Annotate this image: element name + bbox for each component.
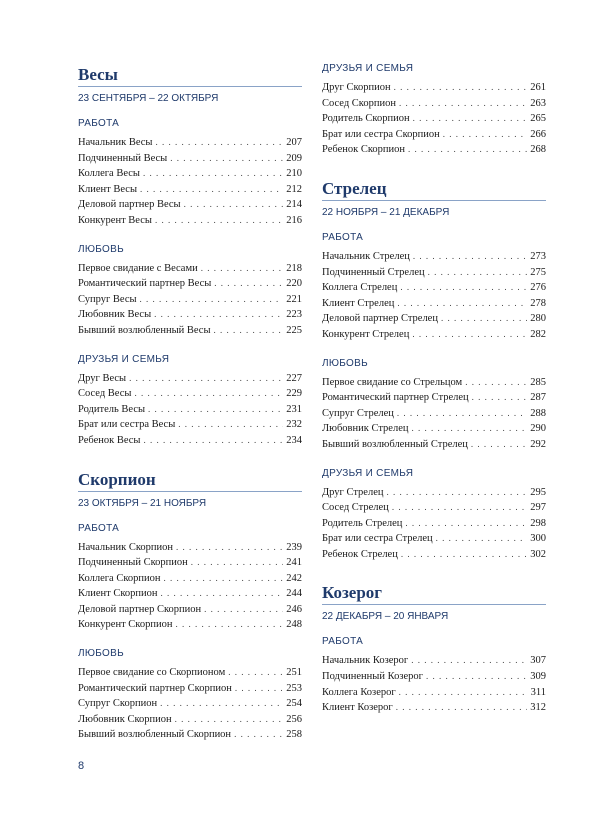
entry-page: 239 (286, 541, 302, 553)
entry-page: 311 (530, 686, 546, 698)
zodiac-sign-block (78, 62, 302, 449)
section-title: ДРУЗЬЯ И СЕМЬЯ (78, 353, 170, 365)
entry-title: Начальник Скорпион (78, 541, 174, 553)
leader-dots (161, 586, 284, 602)
toc-entry[interactable] (78, 571, 302, 587)
leader-dots (436, 531, 528, 547)
entry-title: Любовник Стрелец (322, 423, 409, 435)
leader-dots (399, 96, 527, 112)
entry-page: 312 (530, 702, 546, 714)
entry-page: 234 (286, 434, 302, 446)
sign-divider (78, 86, 302, 87)
toc-entry[interactable] (322, 437, 546, 453)
toc-entry[interactable] (78, 540, 302, 556)
entry-title: Клиент Стрелец (322, 297, 395, 309)
entry-page: 266 (530, 128, 546, 140)
entry-title: Бывший возлюбленный Весы (78, 324, 211, 336)
page-number: 8 (78, 760, 85, 772)
leader-dots (228, 665, 283, 681)
toc-section (78, 243, 302, 339)
toc-left-column (78, 62, 302, 761)
toc-entry[interactable] (322, 653, 546, 669)
entry-page: 273 (530, 250, 546, 262)
section-title: РАБОТА (322, 636, 364, 648)
section-title: РАБОТА (78, 118, 120, 129)
leader-dots (396, 700, 528, 716)
toc-entry[interactable] (78, 182, 302, 198)
toc-entry[interactable] (322, 406, 546, 422)
leader-dots (412, 327, 527, 343)
entry-title: Любовник Скорпион (78, 713, 172, 725)
entry-title: Родитель Весы (78, 403, 146, 415)
toc-entry[interactable] (78, 696, 302, 712)
section-title: РАБОТА (78, 522, 120, 534)
entry-page: 216 (286, 214, 302, 226)
leader-dots (140, 292, 284, 308)
entry-title: Бывший возлюбленный Скорпион (78, 729, 232, 741)
zodiac-sign-block (322, 580, 546, 715)
entry-title: Коллега Стрелец (322, 282, 398, 294)
toc-entry[interactable] (322, 327, 546, 343)
leader-dots (399, 685, 528, 701)
entry-title: Романтический партнер Весы (78, 278, 212, 290)
entry-title: Родитель Стрелец (322, 517, 403, 529)
leader-dots (143, 433, 283, 449)
entry-page: 297 (530, 502, 546, 514)
entry-page: 268 (530, 144, 546, 156)
leader-dots (156, 135, 284, 151)
toc-entry[interactable] (322, 485, 546, 501)
toc-entry[interactable] (78, 417, 302, 433)
toc-section (322, 467, 546, 563)
entry-title: Начальник Весы (78, 137, 153, 148)
section-title: ДРУЗЬЯ И СЕМЬЯ (322, 63, 414, 74)
sign-title: Стрелец (322, 178, 387, 198)
leader-dots (392, 500, 527, 516)
toc-section (78, 117, 302, 229)
entry-title: Сосед Скорпион (322, 97, 396, 109)
leader-dots (154, 307, 283, 323)
entry-page: 253 (286, 682, 302, 694)
toc-entry[interactable] (78, 276, 302, 292)
section-title: ЛЮБОВЬ (78, 243, 124, 255)
toc-entry[interactable] (78, 602, 302, 618)
leader-dots (155, 213, 283, 229)
toc-entry[interactable] (322, 127, 546, 143)
entry-title: Конкурент Скорпион (78, 619, 173, 631)
leader-dots (148, 402, 283, 418)
toc-section (322, 231, 546, 343)
toc-entry[interactable] (78, 727, 302, 743)
entry-page: 209 (286, 152, 302, 164)
toc-entry[interactable] (322, 265, 546, 281)
sign-dates: 23 ОКТЯБРЯ – 21 НОЯБРЯ (78, 497, 207, 509)
leader-dots (178, 417, 283, 433)
zodiac-sign-block (78, 467, 302, 744)
entry-page: 278 (530, 297, 546, 309)
toc-entry[interactable] (78, 135, 302, 151)
toc-entry[interactable] (322, 547, 546, 563)
sign-dates: 23 СЕНТЯБРЯ – 22 ОКТЯБРЯ (78, 93, 219, 104)
leader-dots (164, 571, 284, 587)
leader-dots (471, 437, 527, 453)
entry-page: 218 (286, 262, 302, 274)
toc-entry[interactable] (78, 586, 302, 602)
entry-title: Первое свидание со Стрельцом (322, 376, 463, 388)
leader-dots (214, 323, 284, 339)
entry-page: 244 (286, 588, 302, 600)
entry-page: 210 (286, 168, 302, 180)
entry-page: 290 (530, 423, 546, 435)
entry-title: Подчиненный Стрелец (322, 266, 425, 278)
toc-entry[interactable] (322, 249, 546, 265)
toc-section (78, 647, 302, 743)
entry-page: 280 (530, 313, 546, 325)
section-title: ЛЮБОВЬ (78, 648, 124, 660)
toc-entry[interactable] (322, 669, 546, 685)
toc-entry[interactable] (78, 292, 302, 308)
toc-entry[interactable] (322, 531, 546, 547)
leader-dots (191, 555, 283, 571)
leader-dots (129, 371, 283, 387)
entry-page: 225 (286, 324, 302, 336)
toc-entry[interactable] (322, 375, 546, 391)
leader-dots (176, 540, 283, 556)
toc-entry[interactable] (78, 386, 302, 402)
leader-dots (401, 547, 527, 563)
toc-entry[interactable] (78, 433, 302, 449)
leader-dots (443, 127, 527, 143)
toc-entry[interactable] (322, 421, 546, 437)
leader-dots (134, 386, 283, 402)
entry-page: 231 (286, 403, 302, 415)
leader-dots (140, 182, 283, 198)
section-title: ЛЮБОВЬ (322, 357, 368, 369)
sign-divider (78, 491, 302, 492)
leader-dots (441, 311, 527, 327)
entry-title: Клиент Козерог (322, 702, 393, 714)
leader-dots (175, 712, 284, 728)
toc-section (322, 357, 546, 453)
leader-dots (413, 111, 528, 127)
entry-title: Брат или сестра Весы (78, 419, 176, 431)
entry-page: 232 (286, 419, 302, 431)
entry-title: Любовник Весы (78, 309, 152, 321)
entry-page: 242 (286, 572, 302, 584)
toc-entry[interactable] (78, 151, 302, 167)
entry-page: 307 (530, 655, 546, 667)
entry-page: 221 (286, 293, 302, 305)
toc-section (322, 62, 546, 158)
toc-entry[interactable] (78, 197, 302, 213)
entry-page: 212 (286, 183, 302, 195)
entry-title: Подчиненный Козерог (322, 671, 423, 683)
toc-entry[interactable] (322, 500, 546, 516)
section-title: ДРУЗЬЯ И СЕМЬЯ (322, 467, 414, 479)
toc-entry[interactable] (322, 96, 546, 112)
entry-title: Друг Скорпион (322, 82, 391, 93)
entry-page: 292 (530, 438, 546, 450)
entry-title: Супруг Весы (78, 293, 137, 305)
leader-dots (143, 166, 283, 182)
leader-dots (184, 197, 284, 213)
entry-page: 248 (286, 619, 302, 631)
toc-section (78, 522, 302, 634)
toc-entry[interactable] (78, 371, 302, 387)
entry-page: 246 (286, 603, 302, 615)
entry-title: Сосед Весы (78, 388, 132, 400)
entry-title: Брат или сестра Стрелец (322, 533, 433, 545)
toc-entry[interactable] (78, 555, 302, 571)
leader-dots (386, 485, 527, 501)
entry-page: 302 (530, 548, 546, 560)
toc-entry[interactable] (322, 142, 546, 158)
section-title: РАБОТА (322, 231, 364, 243)
entry-title: Ребенок Весы (78, 434, 141, 446)
entry-page: 288 (530, 407, 546, 419)
sign-divider (322, 604, 546, 605)
entry-page: 309 (530, 671, 546, 683)
entry-page: 227 (286, 372, 302, 384)
toc-entry[interactable] (78, 712, 302, 728)
entry-title: Коллега Скорпион (78, 572, 161, 584)
entry-page: 207 (286, 137, 302, 148)
leader-dots (235, 681, 283, 697)
entry-page: 220 (286, 278, 302, 290)
entry-title: Конкурент Стрелец (322, 328, 410, 340)
leader-dots (394, 80, 528, 96)
leader-dots (405, 516, 527, 532)
entry-page: 251 (286, 667, 302, 679)
sign-title: Весы (78, 65, 118, 84)
entry-page: 261 (530, 82, 546, 93)
entry-title: Супруг Стрелец (322, 407, 394, 419)
entry-page: 295 (530, 486, 546, 498)
toc-entry[interactable] (322, 80, 546, 96)
toc-section (78, 353, 302, 449)
toc-entry[interactable] (322, 390, 546, 406)
entry-title: Конкурент Весы (78, 214, 152, 226)
leader-dots (234, 727, 283, 743)
entry-title: Друг Весы (78, 372, 127, 384)
leader-dots (413, 249, 527, 265)
entry-page: 282 (530, 328, 546, 340)
toc-entry[interactable] (322, 280, 546, 296)
entry-title: Подчиненный Скорпион (78, 557, 188, 569)
toc-entry[interactable] (322, 700, 546, 716)
entry-title: Клиент Скорпион (78, 588, 158, 600)
leader-dots (204, 602, 283, 618)
entry-title: Ребенок Стрелец (322, 548, 398, 560)
sign-title: Козерог (322, 583, 383, 603)
entry-page: 287 (530, 392, 546, 404)
toc-entry[interactable] (78, 681, 302, 697)
entry-title: Деловой партнер Стрелец (322, 313, 438, 325)
entry-title: Брат или сестра Скорпион (322, 128, 440, 140)
entry-page: 229 (286, 388, 302, 400)
entry-page: 214 (286, 199, 302, 211)
zodiac-sign-block (322, 176, 546, 563)
entry-page: 254 (286, 698, 302, 710)
entry-title: Начальник Стрелец (322, 250, 410, 262)
leader-dots (201, 261, 284, 277)
toc-entry[interactable] (78, 323, 302, 339)
toc-entry[interactable] (322, 516, 546, 532)
leader-dots (426, 669, 527, 685)
toc-entry[interactable] (322, 296, 546, 312)
entry-page: 241 (286, 557, 302, 569)
toc-entry[interactable] (78, 213, 302, 229)
entry-page: 298 (530, 517, 546, 529)
leader-dots (175, 617, 283, 633)
entry-title: Романтический партнер Стрелец (322, 392, 469, 404)
toc-entry[interactable] (78, 166, 302, 182)
zodiac-sign-block (322, 62, 546, 158)
toc-entry[interactable] (78, 402, 302, 418)
entry-title: Начальник Козерог (322, 655, 409, 667)
entry-title: Сосед Стрелец (322, 502, 389, 514)
leader-dots (428, 265, 528, 281)
entry-page: 256 (286, 713, 302, 725)
toc-section (322, 635, 546, 715)
entry-title: Первое свидание со Скорпионом (78, 667, 226, 679)
leader-dots (170, 151, 283, 167)
leader-dots (411, 653, 527, 669)
sign-dates: 22 ДЕКАБРЯ – 20 ЯНВАРЯ (322, 611, 449, 623)
entry-page: 258 (286, 729, 302, 741)
entry-title: Коллега Весы (78, 168, 140, 180)
entry-page: 223 (286, 309, 302, 321)
entry-title: Деловой партнер Скорпион (78, 603, 202, 615)
toc-entry[interactable] (322, 111, 546, 127)
entry-title: Клиент Весы (78, 183, 137, 195)
toc-entry[interactable] (78, 665, 302, 681)
leader-dots (412, 421, 528, 437)
sign-divider (322, 200, 546, 201)
entry-title: Первое свидание с Весами (78, 262, 198, 274)
toc-entry[interactable] (322, 311, 546, 327)
entry-title: Супруг Скорпион (78, 698, 158, 710)
entry-title: Подчиненный Весы (78, 152, 168, 164)
entry-page: 285 (530, 376, 546, 388)
entry-title: Родитель Скорпион (322, 113, 410, 125)
entry-page: 263 (530, 97, 546, 109)
leader-dots (408, 142, 527, 158)
entry-page: 275 (530, 266, 546, 278)
entry-title: Друг Стрелец (322, 486, 384, 498)
leader-dots (465, 375, 527, 391)
leader-dots (214, 276, 283, 292)
toc-right-column (322, 62, 546, 734)
sign-title: Скорпион (78, 469, 156, 489)
entry-page: 265 (530, 113, 546, 125)
toc-entry[interactable] (78, 261, 302, 277)
sign-dates: 22 НОЯБРЯ – 21 ДЕКАБРЯ (322, 206, 450, 218)
entry-title: Ребенок Скорпион (322, 144, 406, 156)
toc-entry[interactable] (78, 307, 302, 323)
entry-page: 276 (530, 282, 546, 294)
leader-dots (472, 390, 528, 406)
toc-entry[interactable] (322, 685, 546, 701)
entry-page: 300 (530, 533, 546, 545)
entry-title: Коллега Козерог (322, 686, 396, 698)
entry-title: Деловой партнер Весы (78, 199, 181, 211)
leader-dots (160, 696, 283, 712)
toc-entry[interactable] (78, 617, 302, 633)
leader-dots (400, 280, 527, 296)
leader-dots (397, 406, 527, 422)
entry-title: Бывший возлюбленный Стрелец (322, 438, 468, 450)
leader-dots (397, 296, 527, 312)
entry-title: Романтический партнер Скорпион (78, 682, 232, 694)
